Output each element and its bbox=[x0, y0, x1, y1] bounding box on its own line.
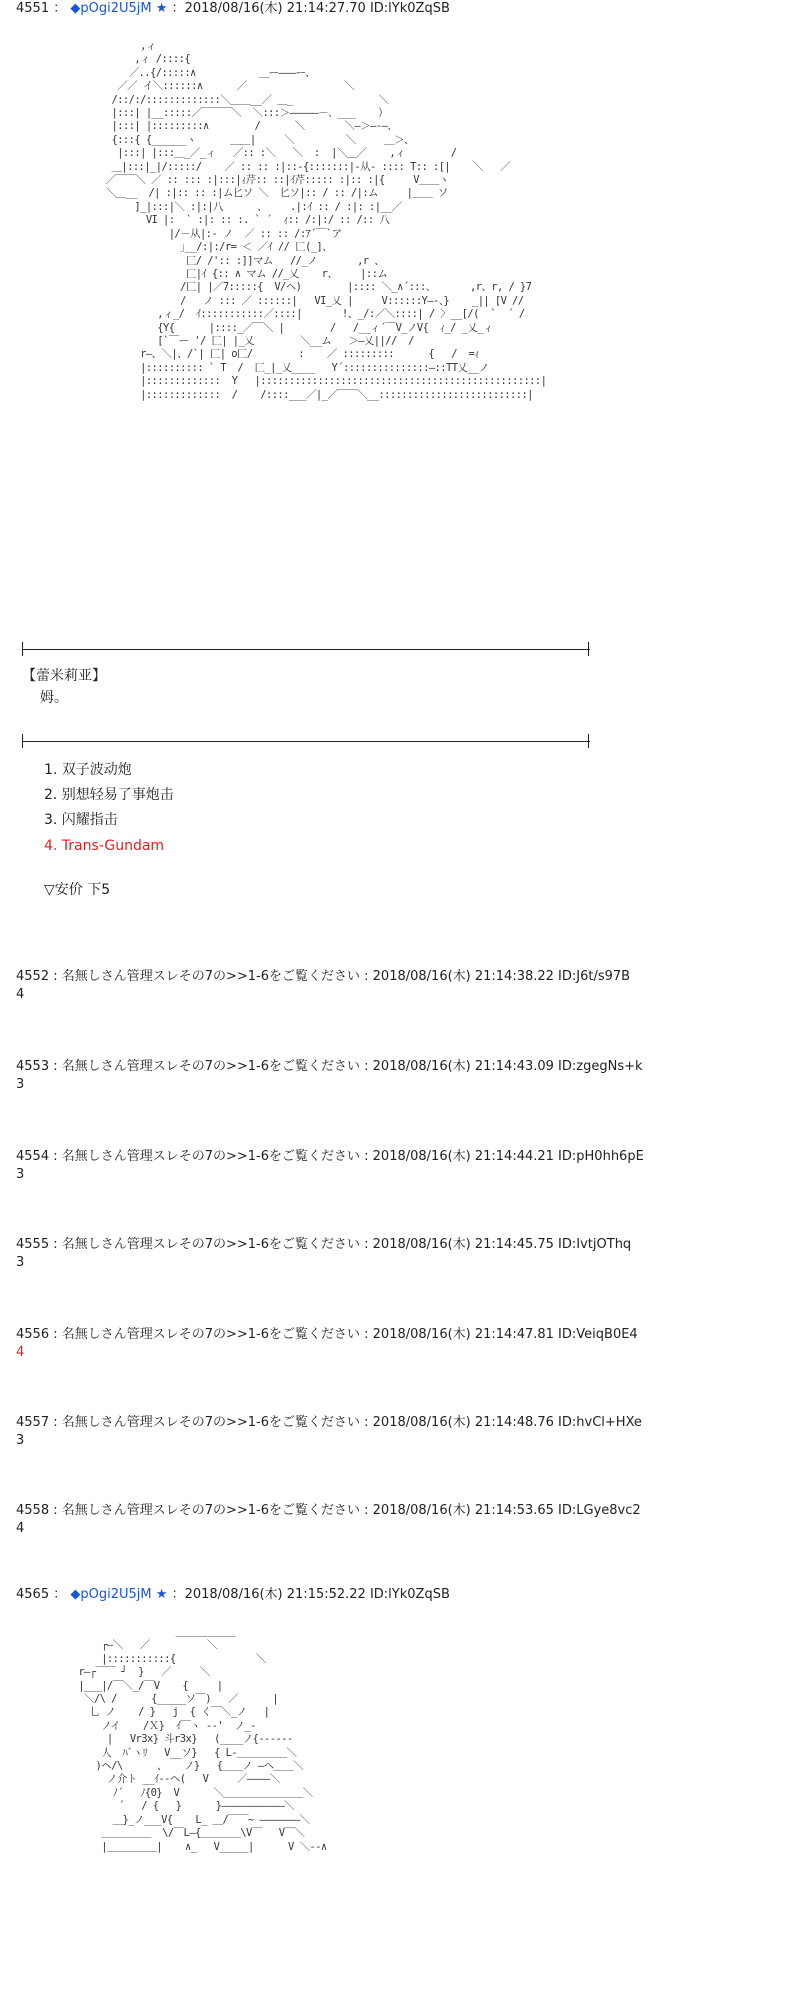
reply-body: 4 bbox=[16, 1521, 25, 1536]
reply-post bbox=[16, 968, 630, 1004]
reply-post bbox=[16, 1326, 638, 1362]
post-number: 4565 bbox=[16, 1587, 50, 1602]
reply-post bbox=[16, 1236, 631, 1272]
reply-body: 3 bbox=[16, 1433, 25, 1448]
rule-tick-right bbox=[588, 642, 589, 656]
ascii-art-4551: ,ィ ,ィ /::::{ ／..{/:::::∧ ＿ー―――ー、 ／／ イ＼::::::∧ ／ ＼ /::/:/:::::::::::::＼＿＿__／ ＿_ ＼ |:::| |__:::::／￣￣￣＼ ＼:::＞―――――－、___ ） |:::| |:::::::::∧ / ＼ ＼―＞―-―、 {:::{ {______ヽ ＿＿| ＼ ＼ ＿＞、 |:::| |:::＿_／_ィ ／:: :＼ ＼ : |＼＿／ ,ィ / ＿|:::|_|/:::::/ ／ :: :: :|::-{:::::::|-从- :::: T:: :[| ＼ ／ ／￣￣＼ ／ :: ::: :|:::|ｨ芹:: ::|ｲ芹::::: :|:: :|{ V＿＿ヽ ＼＿__ /| :|:: :: :|ム匕ソ ＼ 匕ソ|:: / :: /|:ム |＿＿ ソ ]_|:::|＼ :|:|八 、 .|:ｲ :: / :|: :|__／ VI |: ` :|: :: :. ` ´ ｨ:: /:|:/ :: /:: 八 |/－从|:- ノ ／ :: :: /:ｱ´￣`ア ｣__/:|:/r= ＜ ／ｲ // 匚(_]、 匚/ /':: :]]マム //_ノ ,r 、 匚|ｲ {:: ∧ マム //_乂 r、 |::ム /匚| |／7:::::{ V/ヘ) |:::: ＼_∧´:::、 ,r、r, / }7 / ノ ::: ／ ::::::| VI_乂 | V::::::Y―-、} _|| [V // ,ィ_/ ｲ:::::::::::／::::| !、_/:／＼::::| / 〉__[/( ` ´ / {Y{ |::::_／￣＼ | / /__ィ´￣V_ノV{ ｨ_/ _乂_ィ [`￣ー '/ 匚| |_乂 ＼__ム ＞―乂||// / r―、＼|、/`| 匚| o匚/ : ／ ::::::::: { / =ｨ |:::::::::: ` T / 匚_|_乂____ Y´:::::::::::::::―::TT乂__ノ |::::::::::::: Y |:::::::::::::::::::::::::::::::::::::::::::::::::| |::::::::::::: / /::::___／|_／￣￣＼__::::::::::::::::::::::::::| bbox=[105, 40, 547, 401]
post-header-4565 bbox=[16, 1586, 450, 1604]
reply-post bbox=[16, 1058, 643, 1094]
reply-header: 4557 : 名無しさん管理スレその7の>>1-6をご覧ください : 2018/08/16(木) 21:14:48.76 ID:hvCl+HXe bbox=[16, 1415, 642, 1430]
author-trip[interactable]: ◆pOgi2U5jM ★ bbox=[70, 1, 168, 16]
reply-body: 4 bbox=[16, 987, 25, 1002]
divider-rule bbox=[22, 649, 590, 650]
reply-body: 4 bbox=[16, 1345, 25, 1360]
reply-body: 3 bbox=[16, 1077, 25, 1092]
reply-post bbox=[16, 1148, 644, 1184]
option-3: 3. 闪耀指击 bbox=[44, 812, 118, 828]
option-2: 2. 别想轻易了事炮击 bbox=[44, 787, 174, 803]
post-sep: ： bbox=[53, 1587, 67, 1602]
divider-rule bbox=[22, 741, 590, 742]
reply-header: 4555 : 名無しさん管理スレその7の>>1-6をご覧ください : 2018/08/16(木) 21:14:45.75 ID:IvtjOThq bbox=[16, 1237, 632, 1252]
reply-header: 4554 : 名無しさん管理スレその7の>>1-6をご覧ください : 2018/08/16(木) 21:14:44.21 ID:pH0hh6pE bbox=[16, 1149, 644, 1164]
reply-header: 4552 : 名無しさん管理スレその7の>>1-6をご覧ください : 2018/08/16(木) 21:14:38.22 ID:J6t/s97B bbox=[16, 969, 631, 984]
option-4: 4. Trans-Gundam bbox=[44, 838, 165, 854]
author-trip[interactable]: ◆pOgi2U5jM ★ bbox=[70, 1587, 168, 1602]
option-1: 1. 双子波动炮 bbox=[44, 762, 132, 778]
post-sep: ： bbox=[53, 1, 67, 16]
post-meta: ：2018/08/16(木) 21:15:52.22 ID:lYk0ZqSB bbox=[171, 1587, 450, 1602]
reply-post bbox=[16, 1414, 642, 1450]
reply-header: 4558 : 名無しさん管理スレその7の>>1-6をご覧ください : 2018/08/16(木) 21:14:53.65 ID:LGye8vc2 bbox=[16, 1503, 641, 1518]
ascii-art-4565: ＿＿＿＿＿＿ ┌―＼ ／ ＼ |:::::::::::{ ＼ r―┌￣￣ ┘ } ／ ＼ |___|/￣＼_/￣V { | ＼/\ / {_____ソ￣) ／ | 乚 ノ / } j { く￣＼_ノ | ノイ /Ｘ} ｲ￣ヽ --' ノ_- | Vr3x} 斗r3x} (____ノ{------ 人 ﾊﾞヽﾘ V__ソ} { L-＿＿＿＿＿＼ )ヘ/\ 、 ノ} {＿＿ノ ―ヘ＿＿＼ ノ介ト __ｲ--ヘ( V ／――――＼ ﾉ´ ﾉ{0} V ＼＿＿＿＿＿＿＿＿＼ ´ / { } }―――――――――――＼ ＿}_ノ___V{ L_ ＿/￣￣~ ―――――――＼ ＿＿＿＿＿ \/￣L―{＿＿＿＿\V￣ V￣＼ |＿＿＿＿＿| ∧_ V_____| V ＼--∧ bbox=[78, 1626, 327, 1853]
post-meta: ：2018/08/16(木) 21:14:27.70 ID:lYk0ZqSB bbox=[171, 1, 450, 16]
post-header-4551 bbox=[16, 0, 450, 18]
reply-body: 3 bbox=[16, 1167, 25, 1182]
vote-footer: ▽安价 下5 bbox=[44, 882, 111, 898]
reply-post bbox=[16, 1502, 641, 1538]
post-number: 4551 bbox=[16, 1, 50, 16]
reply-header: 4553 : 名無しさん管理スレその7の>>1-6をご覧ください : 2018/08/16(木) 21:14:43.09 ID:zgegNs+k bbox=[16, 1059, 643, 1074]
reply-body: 3 bbox=[16, 1255, 25, 1270]
reply-header: 4556 : 名無しさん管理スレその7の>>1-6をご覧ください : 2018/08/16(木) 21:14:47.81 ID:VeiqB0E4 bbox=[16, 1327, 638, 1342]
speaker-name: 【蕾米莉亚】 bbox=[22, 668, 106, 684]
speaker-line: 姆。 bbox=[40, 690, 68, 706]
rule-tick-right bbox=[588, 734, 589, 748]
